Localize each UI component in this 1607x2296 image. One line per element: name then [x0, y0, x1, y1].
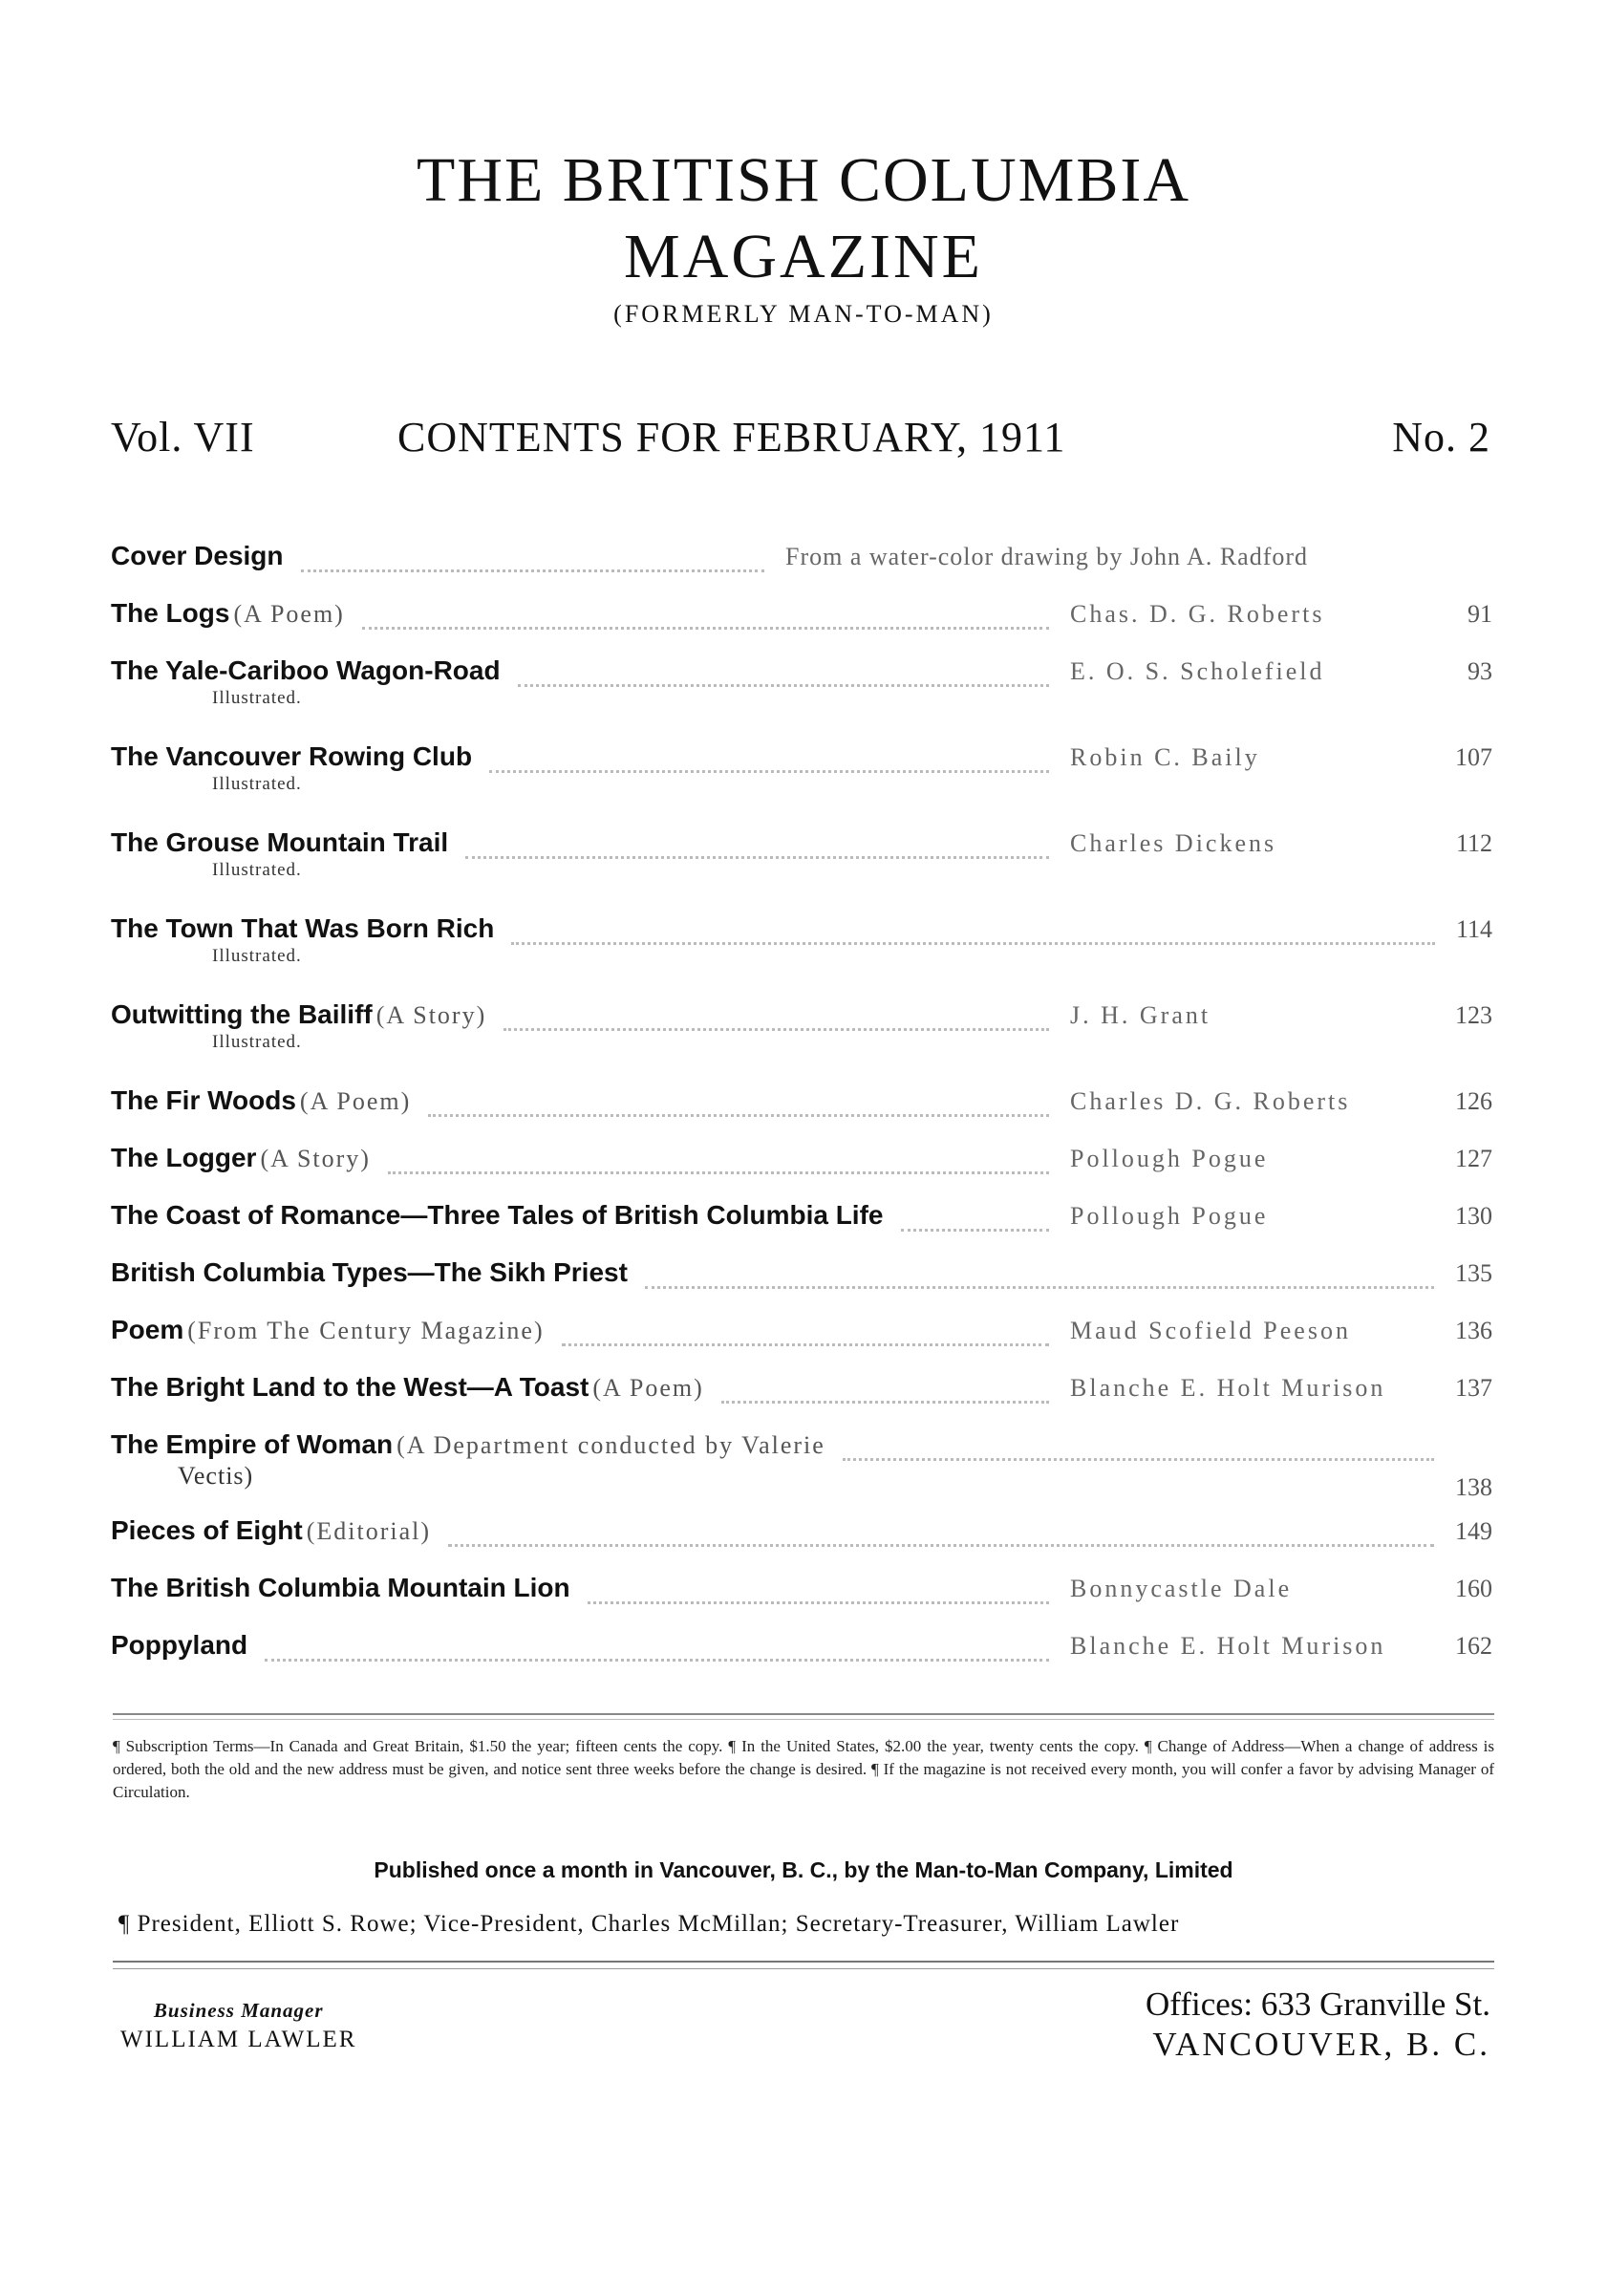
toc-entry-page: 162	[1455, 1632, 1492, 1660]
toc-entry-subtitle: Illustrated.	[212, 774, 302, 794]
dot-leader	[301, 545, 765, 572]
toc-entry-page: 123	[1455, 1001, 1492, 1029]
toc-entry-author: Pollough Pogue	[1070, 1202, 1269, 1230]
toc-entry-note: (A Poem)	[233, 600, 345, 628]
toc-entry-page: 135	[1455, 1259, 1492, 1287]
issue-number: No. 2	[1392, 414, 1490, 461]
toc-entry-title: The Grouse Mountain Trail	[111, 827, 449, 857]
toc-entry	[111, 913, 1492, 999]
toc-entry-subtitle: Illustrated.	[212, 1032, 302, 1052]
toc-entry-title: The Bright Land to the West—A Toast	[111, 1372, 589, 1402]
toc-entry-page: 130	[1455, 1202, 1492, 1230]
toc-entry	[111, 1315, 1492, 1372]
divider-rule	[113, 1713, 1494, 1720]
toc-entry	[111, 999, 1492, 1085]
dot-leader	[843, 1433, 1434, 1461]
masthead	[0, 143, 1607, 329]
toc-entry-author: Blanche E. Holt Murison	[1070, 1632, 1386, 1660]
toc-entry	[111, 1515, 1492, 1573]
toc-entry-page: 112	[1455, 829, 1492, 857]
toc-entry-title: Poem	[111, 1315, 184, 1344]
subscription-terms: ¶ Subscription Terms—In Canada and Great Britain, $1.50 the year; fifteen cents the copy. ¶ In the United States, $2.00 the year, twenty cents the copy. ¶ Change of Address—When a change of address is ordered, both the old and the new address must be given, and notice sent three weeks before the change is desired. ¶ If the magazine is not received every month, you will confer a favor by advising Manager of Circulation.	[113, 1737, 1494, 1801]
publication-notice: Published once a month in Vancouver, B. C., by the Man-to-Man Company, Limited	[374, 1857, 1233, 1882]
toc-entry-author: Maud Scofield Peeson	[1070, 1317, 1351, 1344]
toc-entry-author: E. O. S. Scholefield	[1070, 657, 1325, 685]
dot-leader	[645, 1261, 1434, 1289]
toc-entry-author: Charles Dickens	[1070, 829, 1277, 857]
dot-leader	[465, 831, 1049, 859]
toc-entry	[111, 655, 1492, 741]
toc-entry-title: British Columbia Types—The Sikh Priest	[111, 1257, 628, 1287]
volume-label: Vol. VII	[111, 414, 255, 461]
toc-entry-title: The Vancouver Rowing Club	[111, 741, 473, 771]
toc-entry-author: Pollough Pogue	[1070, 1145, 1269, 1172]
toc-entry-note: (From The Century Magazine)	[187, 1317, 545, 1344]
offices-address: Offices: 633 Granville St.	[1146, 1985, 1490, 2023]
toc-entry-subtitle: Illustrated.	[212, 860, 302, 880]
dot-leader	[588, 1577, 1049, 1604]
dot-leader	[901, 1204, 1050, 1232]
toc-entry-author: Bonnycastle Dale	[1070, 1575, 1293, 1602]
toc-entry-page: 91	[1468, 600, 1492, 628]
magazine-title-line2: MAGAZINE	[624, 222, 983, 291]
toc-entry	[111, 1429, 1492, 1515]
dot-leader	[362, 602, 1049, 630]
toc-entry-title: The Coast of Romance—Three Tales of British Columbia Life	[111, 1200, 884, 1230]
business-manager-block	[120, 1999, 356, 2053]
toc-entry-page: 127	[1455, 1145, 1492, 1172]
toc-entry	[111, 1257, 1492, 1315]
toc-entry-author: From a water-color drawing by John A. Radford	[785, 543, 1309, 570]
toc-entry	[111, 827, 1492, 913]
toc-entry	[111, 1200, 1492, 1257]
toc-entry-line	[111, 1200, 1492, 1231]
toc-entry-title: The Empire of Woman	[111, 1429, 394, 1459]
toc-entry-note: (A Story)	[375, 1001, 487, 1029]
toc-entry-author: Charles D. G. Roberts	[1070, 1087, 1351, 1115]
divider-rule	[113, 1968, 1494, 1969]
toc-entry-title: The Logs	[111, 598, 230, 628]
toc-entry	[111, 541, 1492, 598]
offices-block	[1146, 1985, 1490, 2064]
toc-entry	[111, 1085, 1492, 1143]
toc-entry-title: The Fir Woods	[111, 1085, 296, 1115]
toc-entry	[111, 1630, 1492, 1687]
toc-entry-page: 136	[1455, 1317, 1492, 1344]
toc-entry-note: (A Story)	[260, 1145, 371, 1172]
former-name: (FORMERLY MAN-TO-MAN)	[613, 300, 994, 328]
toc-entry-title: Outwitting the Bailiff	[111, 999, 373, 1029]
dot-leader	[721, 1376, 1049, 1404]
toc-entry-note: (A Poem)	[299, 1087, 412, 1115]
dot-leader	[562, 1319, 1049, 1346]
offices-city: VANCOUVER, B. C.	[1152, 2026, 1490, 2063]
toc-entry-page: 114	[1455, 915, 1492, 943]
toc-entry-page: 107	[1455, 743, 1492, 771]
table-of-contents	[111, 541, 1492, 1687]
dot-leader	[428, 1089, 1049, 1117]
toc-entry-subtitle: Illustrated.	[212, 946, 302, 966]
toc-entry-note: (Editorial)	[306, 1517, 432, 1545]
issue-line	[111, 413, 1490, 470]
toc-entry-author: Blanche E. Holt Murison	[1070, 1374, 1386, 1402]
toc-entry-title: The Yale-Cariboo Wagon-Road	[111, 655, 501, 685]
toc-entry-page: 93	[1468, 657, 1492, 685]
toc-entry	[111, 1573, 1492, 1630]
dot-leader	[388, 1147, 1049, 1174]
toc-entry-title: Cover Design	[111, 541, 284, 570]
toc-entry-page: 160	[1455, 1575, 1492, 1602]
toc-entry-page: 137	[1455, 1374, 1492, 1402]
divider-rule	[113, 1961, 1494, 1963]
toc-entry-title: The Town That Was Born Rich	[111, 913, 495, 943]
toc-entry-page: 149	[1455, 1517, 1492, 1545]
toc-entry-title: The Logger	[111, 1143, 257, 1172]
toc-entry-subtitle: Illustrated.	[212, 688, 302, 708]
toc-entry-note: (A Poem)	[592, 1374, 704, 1402]
magazine-title-line1: THE BRITISH COLUMBIA	[417, 145, 1190, 215]
dot-leader	[448, 1519, 1434, 1547]
toc-entry-subtitle: Vectis)	[178, 1462, 254, 1490]
toc-entry-author: Chas. D. G. Roberts	[1070, 600, 1325, 628]
contents-heading: CONTENTS FOR FEBRUARY, 1911	[397, 414, 1066, 461]
toc-entry-page: 126	[1455, 1087, 1492, 1115]
dot-leader	[265, 1634, 1049, 1662]
toc-entry-title: Poppyland	[111, 1630, 248, 1660]
toc-entry-title: The British Columbia Mountain Lion	[111, 1573, 570, 1602]
toc-entry	[111, 1143, 1492, 1200]
company-officers: ¶ President, Elliott S. Rowe; Vice-President, Charles McMillan; Secretary-Treasurer, William Lawler	[118, 1911, 1180, 1937]
toc-entry-title: Pieces of Eight	[111, 1515, 303, 1545]
dot-leader	[489, 745, 1049, 773]
toc-entry-note: (A Department conducted by Valerie	[396, 1431, 825, 1459]
toc-entry-page: 138	[1455, 1473, 1492, 1501]
dot-leader	[511, 917, 1435, 945]
business-manager-label: Business Manager	[153, 1999, 324, 2022]
toc-entry	[111, 598, 1492, 655]
toc-entry	[111, 741, 1492, 827]
toc-entry-author: J. H. Grant	[1070, 1001, 1211, 1029]
toc-entry	[111, 1372, 1492, 1429]
dot-leader	[518, 659, 1049, 687]
toc-entry-author: Robin C. Baily	[1070, 743, 1260, 771]
business-manager-name: WILLIAM LAWLER	[120, 2027, 357, 2052]
dot-leader	[504, 1003, 1049, 1031]
